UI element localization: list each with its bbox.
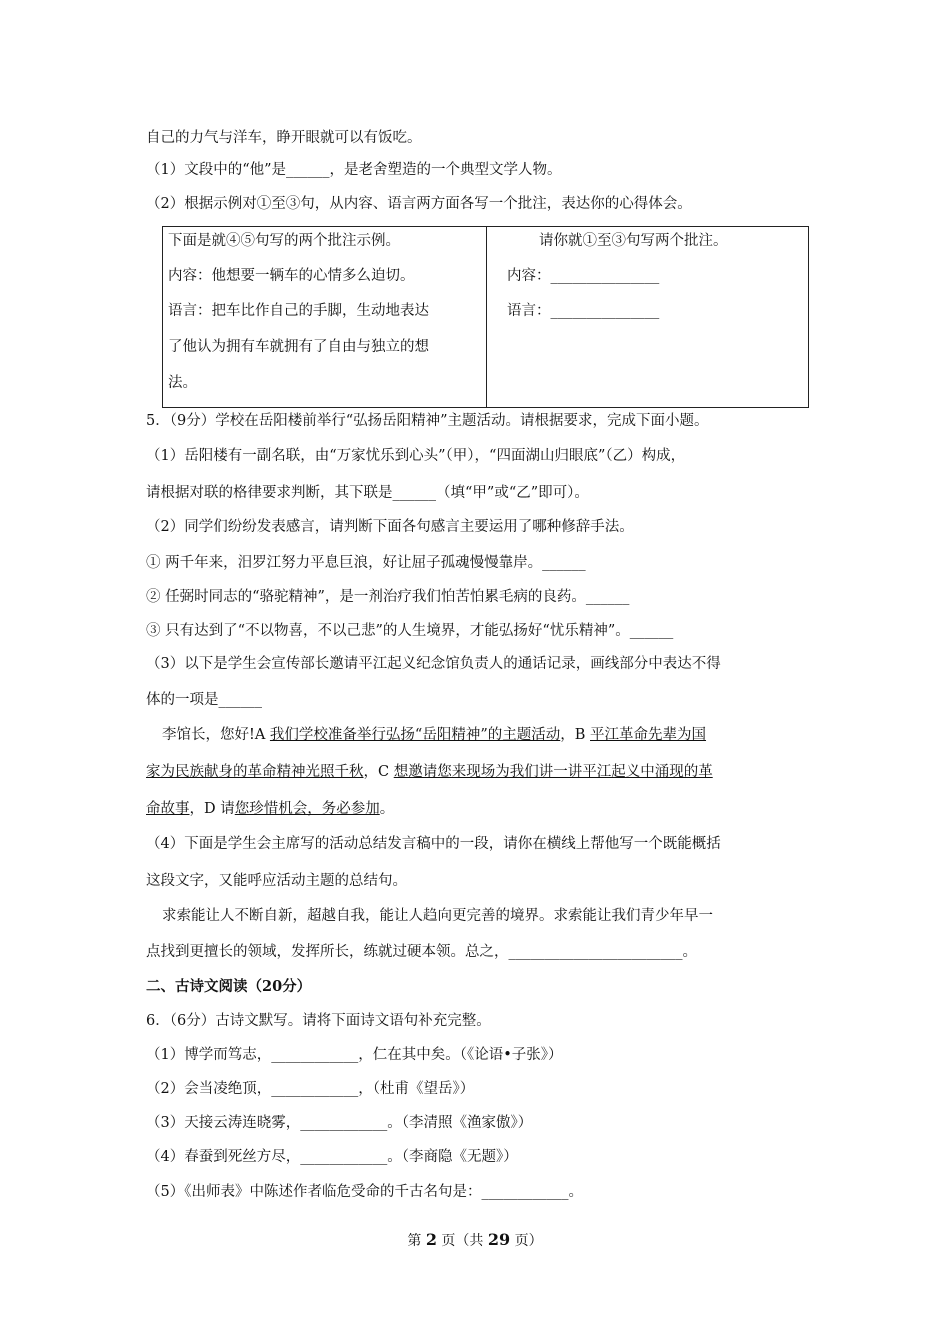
q5-title: 5．（9分）学校在岳阳楼前举行“弘扬岳阳精神”主题活动。请根据要求，完成下面小题。 (146, 413, 709, 429)
letter-c-underlined-2: 命故事 (146, 801, 190, 817)
letter-b-underlined-1: 平江革命先辈为国 (590, 727, 707, 743)
example-cell (163, 227, 487, 408)
q6-item-3: （3）天接云涛连晓雾，____________。（李清照《渔家傲》） (146, 1115, 533, 1131)
q5-sub3-a: （3）以下是学生会宣传部长邀请平江起义纪念馆负责人的通话记录，画线部分中表达不得 (146, 656, 721, 672)
letter-c-underlined-1: 想邀请您来现场为我们讲一讲平江起义中涌现的革 (393, 764, 713, 780)
letter-b-underlined-2: 家为民族献身的革命精神光照千秋 (146, 764, 364, 780)
footer-pre: 第 (407, 1233, 426, 1249)
answer-content-field[interactable]: 内容：_______________ (507, 268, 660, 284)
letter-b-prefix: ，B (560, 727, 591, 743)
q5-sentence-1: ① 两千年来，汨罗江努力平息巨浪，好让屈子孤魂慢慢靠岸。______ (146, 555, 586, 571)
example-language-2: 了他认为拥有车就拥有了自由与独立的想 (168, 339, 429, 355)
q5-sub4-d: 点找到更擅长的领域，发挥所长，练就过硬本领。总之，________________________。 (146, 944, 697, 960)
q5-sub4-a: （4）下面是学生会主席写的活动总结发言稿中的一段，请你在横线上帮他写一个既能概括 (146, 836, 721, 852)
example-intro: 下面是就④⑤句写的两个批注示例。 (168, 233, 400, 249)
letter-line-3 (146, 799, 394, 819)
letter-a-underlined: 我们学校准备举行弘扬“岳阳精神”的主题活动 (269, 727, 561, 743)
q4-sub2: （2）根据示例对①至③句，从内容、语言两方面各写一个批注，表达你的心得体会。 (146, 196, 692, 212)
page-number: 2 (425, 1230, 437, 1249)
q5-sub2: （2）同学们纷纷发表感言，请判断下面各句感言主要运用了哪种修辞手法。 (146, 519, 634, 535)
answer-title: 请你就①至③句写两个批注。 (539, 233, 728, 249)
q6-item-5: （5）《出师表》中陈述作者临危受命的千古名句是：____________。 (146, 1184, 583, 1200)
q5-sub4-c: 求索能让人不断自新，超越自我，能让人趋向更完善的境界。求索能让我们青少年早一 (162, 908, 713, 924)
letter-line-2 (146, 762, 713, 782)
q4-sub1: （1）文段中的“他”是______，是老舍塑造的一个典型文学人物。 (146, 162, 562, 178)
page-total: 29 (487, 1230, 511, 1249)
letter-d-underlined: 您珍惜机会，务必参加 (234, 801, 380, 817)
letter-end: 。 (379, 801, 395, 817)
example-language-3: 法。 (168, 375, 197, 391)
q6-item-2: （2）会当凌绝顶，____________，（杜甫《望岳》） (146, 1081, 475, 1097)
footer-post: 页） (510, 1233, 543, 1249)
answer-language-field[interactable]: 语言：_______________ (507, 303, 660, 319)
letter-line-1 (162, 725, 706, 745)
q6-title: 6．（6分）古诗文默写。请将下面诗文语句补充完整。 (146, 1013, 491, 1029)
q6-item-4: （4）春蚕到死丝方尽，____________。（李商隐《无题》） (146, 1149, 518, 1165)
answer-cell (487, 227, 809, 408)
section2-heading: 二、古诗文阅读（20分） (146, 978, 312, 995)
annotation-table (162, 226, 809, 408)
q5-sub4-b: 这段文字，又能呼应活动主题的总结句。 (146, 873, 407, 889)
q5-sub1-b: 请根据对联的格律要求判断，其下联是______（填“甲”或“乙”即可）。 (146, 485, 589, 501)
line-0: 自己的力气与洋车，睁开眼就可以有饭吃。 (146, 130, 422, 146)
example-language-1: 语言：把车比作自己的手脚，生动地表达 (168, 303, 429, 319)
q5-sentence-3: ③ 只有达到了“不以物喜，不以己悲”的人生境界，才能弘扬好“忧乐精神”。______ (146, 623, 674, 639)
footer-mid: 页（共 (436, 1233, 488, 1249)
letter-c-prefix: ，C (363, 764, 394, 780)
letter-a-prefix: 李馆长，您好!A (162, 727, 270, 743)
page-footer (0, 1230, 950, 1250)
letter-d-prefix: ，D 请 (189, 801, 235, 817)
q5-sentence-2: ② 任弼时同志的“骆驼精神”，是一剂治疗我们怕苦怕累毛病的良药。______ (146, 589, 630, 605)
q6-item-1: （1）博学而笃志，____________，仁在其中矣。（《论语•子张》） (146, 1047, 563, 1063)
q5-sub3-b: 体的一项是______ (146, 692, 262, 708)
example-content: 内容：他想要一辆车的心情多么迫切。 (168, 268, 415, 284)
q5-sub1-a: （1）岳阳楼有一副名联，由“万家忧乐到心头”（甲），“四面湖山归眼底”（乙）构成， (146, 448, 686, 464)
